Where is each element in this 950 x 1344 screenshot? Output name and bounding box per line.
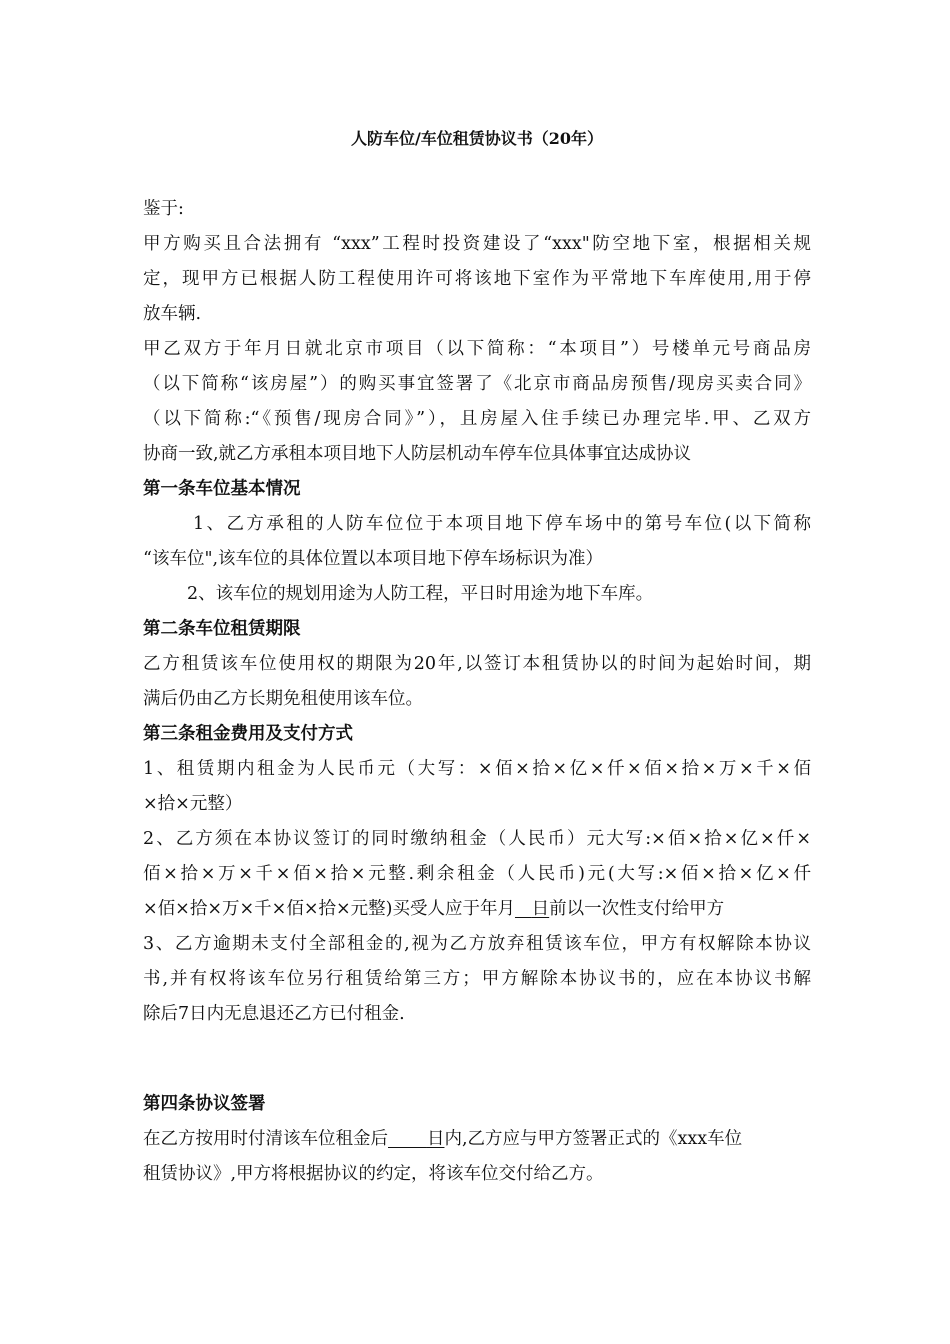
paragraph-line: 2、乙方须在本协议签订的同时缴纳租金（人民币）元大写:×佰×拾×亿×仟× [143, 829, 811, 849]
blank-suffix: 日 [531, 899, 550, 919]
paragraph-line: 鉴于: [143, 199, 184, 219]
paragraph-line: 佰×拾×万×千×佰×拾×元整.剩余租金（人民币)元(大写:×佰×拾×亿×仟 [143, 864, 811, 884]
paragraph-line [143, 1122, 811, 1157]
paragraph-line: 协商一致,就乙方承租本项目地下人防层机动车停车位具体事宜达成协议 [143, 444, 692, 464]
paragraph-line: 书,并有权将该车位另行租赁给第三方；甲方解除本协议书的，应在本协议书解 [143, 969, 811, 989]
blank-suffix: 日 [426, 1129, 445, 1149]
paragraph-line: 3、乙方逾期未支付全部租金的,视为乙方放弃租赁该车位，甲方有权解除本协议 [143, 934, 811, 954]
paragraph-line: 放车辆. [143, 304, 202, 324]
section-heading-1: 第一条车位基本情况 [143, 479, 301, 499]
underlined-blank [388, 1129, 444, 1149]
section-heading-3: 第三条租金费用及支付方式 [143, 724, 353, 744]
document-title: 人防车位/车位租赁协议书（20年） [350, 129, 604, 148]
section-heading-2: 第二条车位租赁期限 [143, 619, 301, 639]
paragraph-line: （以下简称:“《预售/现房合同》”），且房屋入住手续已办理完毕.甲、乙双方 [143, 409, 811, 429]
section-heading-4: 第四条协议签署 [143, 1094, 266, 1114]
text-segment: 前以一次性支付给甲方 [549, 899, 725, 919]
paragraph-line: 2、该车位的规划用途为人防工程，平日时用途为地下车库。 [187, 584, 654, 604]
paragraph-line: “该车位",该车位的具体位置以本项目地下停车场标识为准） [143, 549, 604, 569]
spacer [143, 1067, 811, 1087]
text-segment: 在乙方按用时付清该车位租金后 [143, 1129, 388, 1149]
paragraph-line: （以下简称“该房屋”）的购买事宜签署了《北京市商品房预售/现房买卖合同》 [143, 374, 811, 394]
paragraph-line: 租赁协议》,甲方将根据协议的约定，将该车位交付给乙方。 [143, 1164, 604, 1184]
paragraph-line: 除后7日内无息退还乙方已付租金. [143, 1004, 405, 1024]
document-body [143, 192, 811, 1192]
spacer [143, 1032, 811, 1067]
text-segment: 内,乙方应与甲方签署正式的《xxx车位 [444, 1129, 743, 1149]
paragraph-line [143, 892, 811, 927]
paragraph-line: 1、乙方承租的人防车位位于本项目地下停车场中的第号车位(以下简称 [193, 514, 811, 534]
paragraph-line: 甲方购买且合法拥有 “xxx”工程时投资建设了“xxx"防空地下室，根据相关规 [143, 234, 811, 254]
underlined-blank [515, 899, 549, 919]
paragraph-line: 1、租赁期内租金为人民币元（大写：×佰×拾×亿×仟×佰×拾×万×千×佰 [143, 759, 811, 779]
paragraph-line: 定，现甲方已根据人防工程使用许可将该地下室作为平常地下车库使用,用于停 [143, 269, 811, 289]
paragraph-line: 满后仍由乙方长期免租使用该车位。 [143, 689, 423, 709]
text-segment: ×佰×拾×万×千×佰×拾×元整)买受人应于年月 [143, 899, 515, 919]
paragraph-line: ×拾×元整） [143, 794, 243, 814]
paragraph-line: 甲乙双方于年月日就北京市项目（以下简称：“本项目”）号楼单元号商品房 [143, 339, 811, 359]
paragraph-line: 乙方租赁该车位使用权的期限为20年,以签订本租赁协以的时间为起始时间，期 [143, 654, 811, 674]
